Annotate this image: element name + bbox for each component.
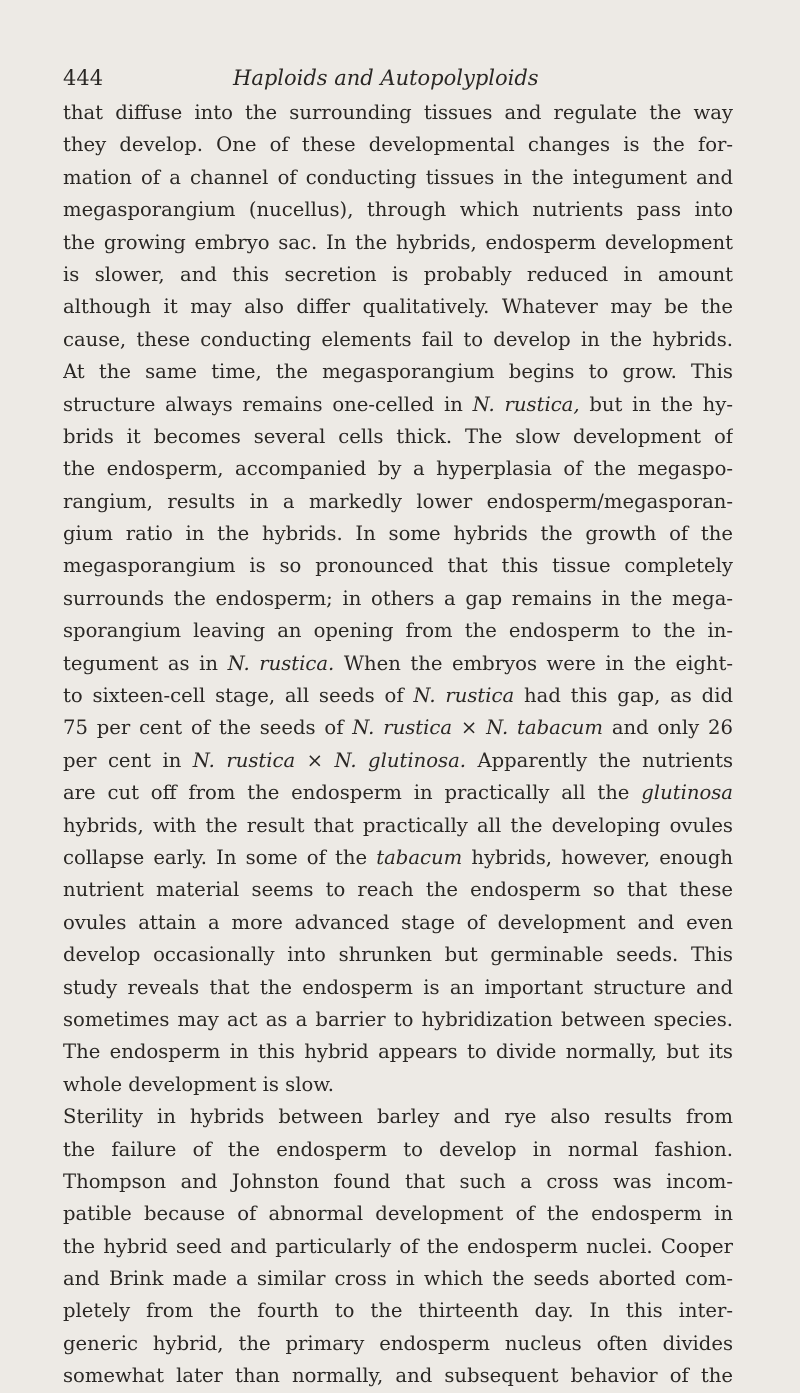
text-line: Thompson and Johnston found that such a cross was incom- [63,1169,733,1193]
text-line: the hybrid seed and particularly of the endosperm nuclei. Cooper [63,1234,733,1258]
text-line: megasporangium is so pronounced that this tissue completely [63,554,733,578]
text-line: tegument as in N. rustica. When the embryos were in the eight- [63,651,733,675]
text-line: ovules attain a more advanced stage of development and even [63,910,733,934]
text-line: At the same time, the megasporangium begins to grow. This [63,360,733,384]
text-line: they develop. One of these developmental changes is the for- [63,133,733,157]
text-line: cause, these conducting elements fail to develop in the hybrids. [63,327,733,351]
text-line: develop occasionally into shrunken but germinable seeds. This [63,943,733,967]
text-line: and Brink made a similar cross in which the seeds aborted com- [63,1267,733,1291]
text-line: somewhat later than normally, and subsequent behavior of the [63,1364,733,1388]
text-line: to sixteen-cell stage, all seeds of N. rustica had this gap, as did [63,684,733,708]
text-line: nutrient material seems to reach the endosperm so that these [63,878,733,902]
text-line: the endosperm, accompanied by a hyperplasia of the megaspo- [63,457,733,481]
text-line: the growing embryo sac. In the hybrids, endosperm development [63,230,733,254]
text-line: sporangium leaving an opening from the endosperm to the in- [63,619,733,643]
text-line: is slower, and this secretion is probably reduced in amount [63,262,733,286]
text-line: although it may also differ qualitatively. Whatever may be the [63,295,733,319]
text-line: are cut off from the endosperm in practically all the glutinosa [63,781,733,805]
text-line: hybrids, with the result that practically all the developing ovules [63,813,733,837]
text-line: brids it becomes several cells thick. The slow development of [63,424,733,448]
body-text [63,97,733,1393]
text-line: the failure of the endosperm to develop in normal fashion. [63,1137,733,1161]
text-line: The endosperm in this hybrid appears to divide normally, but its [63,1040,733,1064]
text-line: gium ratio in the hybrids. In some hybrids the growth of the [63,522,733,546]
page-header [63,62,743,94]
text-line: megasporangium (nucellus), through which nutrients pass into [63,198,733,222]
text-line: 75 per cent of the seeds of N. rustica × N. tabacum and only 26 [63,716,733,740]
text-line: Sterility in hybrids between barley and rye also results from [63,1105,733,1129]
text-line: generic hybrid, the primary endosperm nucleus often divides [63,1331,733,1355]
text-line: sometimes may act as a barrier to hybridization between species. [63,1007,733,1031]
text-line: whole development is slow. [63,1072,334,1096]
text-line: per cent in N. rustica × N. glutinosa. Apparently the nutrients [63,748,733,772]
text-line: pletely from the fourth to the thirteenth day. In this inter- [63,1299,733,1323]
text-line: that diffuse into the surrounding tissues and regulate the way [63,101,733,124]
text-line: collapse early. In some of the tabacum hybrids, however, enough [63,845,733,869]
text-line: rangium, results in a markedly lower endosperm/megasporan- [63,489,733,513]
text-line: study reveals that the endosperm is an important structure and [63,975,733,999]
text-line: patible because of abnormal development of the endosperm in [63,1202,733,1226]
page-number: 444 [63,66,104,90]
running-title: Haploids and Autopolyploids [233,66,539,90]
text-line: structure always remains one-celled in N. rustica, but in the hy- [63,392,733,416]
text-line: mation of a channel of conducting tissues in the integument and [63,165,733,189]
text-line: surrounds the endosperm; in others a gap remains in the mega- [63,586,733,610]
